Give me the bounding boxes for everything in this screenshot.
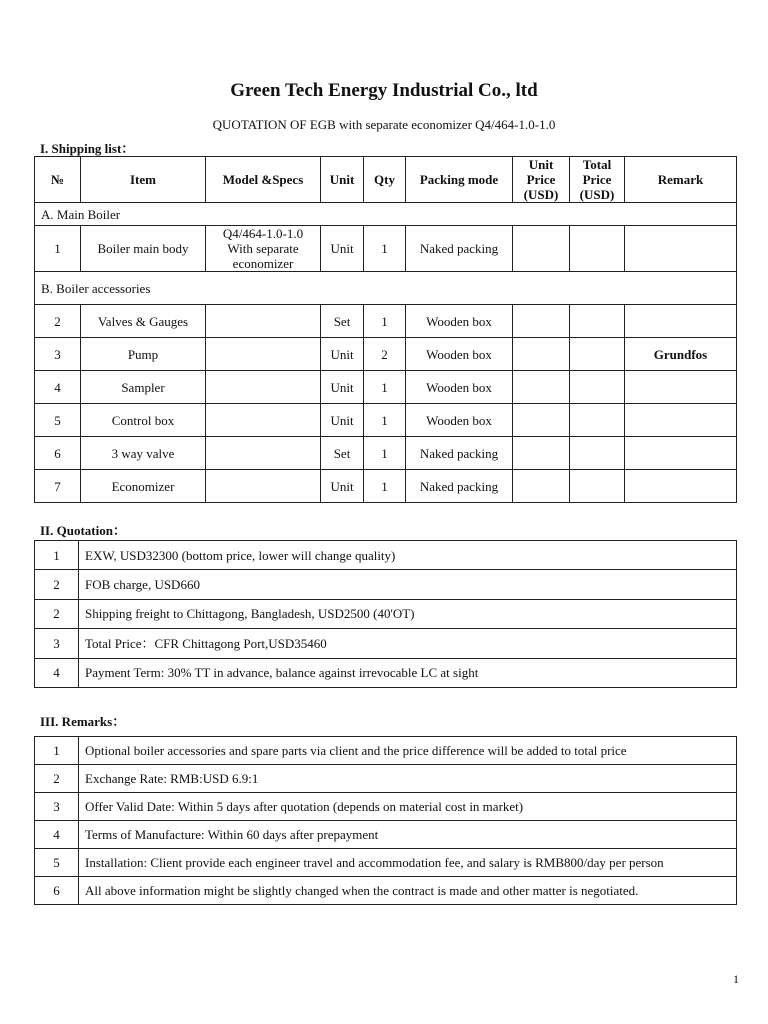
cell-unit-price bbox=[513, 371, 570, 404]
remark-row bbox=[35, 737, 737, 765]
row-text: Total Price：CFR Chittagong Port,USD35460 bbox=[79, 629, 737, 658]
cell-unit-price bbox=[513, 404, 570, 437]
row-text: All above information might be slightly changed when the contract is made and other matter is negotiated. bbox=[79, 877, 737, 905]
col-header-total-price-line: (USD) bbox=[579, 187, 615, 202]
col-header-unit-price-line: (USD) bbox=[523, 187, 559, 202]
row-number: 3 bbox=[35, 793, 79, 821]
row-text: FOB charge, USD660 bbox=[79, 570, 737, 599]
cell-no: 2 bbox=[35, 305, 81, 338]
cell-no: 6 bbox=[35, 437, 81, 470]
cell-model-line: economizer bbox=[232, 256, 294, 271]
remark-row bbox=[35, 821, 737, 849]
group-label-main-boiler: A. Main Boiler bbox=[35, 203, 737, 226]
quotation-subtitle: QUOTATION OF EGB with separate economizer Q4/464-1.0-1.0 bbox=[212, 117, 556, 132]
cell-packing: Wooden box bbox=[406, 338, 513, 371]
row-text: Exchange Rate: RMB:USD 6.9:1 bbox=[79, 765, 737, 793]
cell-unit: Set bbox=[321, 437, 364, 470]
cell-remark: Grundfos bbox=[625, 338, 737, 371]
remarks-heading: III. Remarks： bbox=[40, 714, 126, 729]
row-text: Shipping freight to Chittagong, Bangladesh, USD2500 (40'OT) bbox=[79, 599, 737, 628]
table-row bbox=[35, 437, 737, 470]
cell-model bbox=[206, 371, 321, 404]
cell-unit-price bbox=[513, 305, 570, 338]
cell-unit: Unit bbox=[321, 404, 364, 437]
cell-model bbox=[206, 338, 321, 371]
remark-row bbox=[35, 793, 737, 821]
cell-unit: Unit bbox=[321, 338, 364, 371]
cell-remark bbox=[625, 404, 737, 437]
quotation-row bbox=[35, 570, 737, 599]
cell-no: 3 bbox=[35, 338, 81, 371]
col-header-total-price bbox=[570, 157, 625, 203]
table-row bbox=[35, 404, 737, 437]
cell-unit-price bbox=[513, 470, 570, 503]
col-header-total-price-line: Total bbox=[582, 157, 612, 172]
cell-qty: 1 bbox=[364, 470, 406, 503]
cell-unit: Unit bbox=[321, 226, 364, 272]
quotation-row bbox=[35, 629, 737, 658]
col-header-unit-price bbox=[513, 157, 570, 203]
cell-remark bbox=[625, 371, 737, 404]
table-row bbox=[35, 338, 737, 371]
cell-item: Pump bbox=[81, 338, 206, 371]
row-number: 2 bbox=[35, 765, 79, 793]
remark-row bbox=[35, 849, 737, 877]
col-header-item: Item bbox=[81, 157, 206, 203]
cell-total-price bbox=[570, 470, 625, 503]
cell-item: Control box bbox=[81, 404, 206, 437]
cell-no: 1 bbox=[35, 226, 81, 272]
cell-qty: 1 bbox=[364, 371, 406, 404]
row-number: 2 bbox=[35, 570, 79, 599]
cell-item: 3 way valve bbox=[81, 437, 206, 470]
row-text: Installation: Client provide each engineer travel and accommodation fee, and salary is RMB800/day per person bbox=[79, 849, 737, 877]
col-header-no: № bbox=[35, 157, 81, 203]
quotation-row bbox=[35, 658, 737, 687]
cell-unit-price bbox=[513, 437, 570, 470]
cell-qty: 1 bbox=[364, 305, 406, 338]
row-number: 5 bbox=[35, 849, 79, 877]
row-number: 1 bbox=[35, 737, 79, 765]
col-header-unit: Unit bbox=[321, 157, 364, 203]
cell-remark bbox=[625, 305, 737, 338]
cell-model-line: Q4/464-1.0-1.0 bbox=[222, 226, 304, 241]
row-number: 2 bbox=[35, 599, 79, 628]
cell-unit-price bbox=[513, 226, 570, 272]
cell-packing: Wooden box bbox=[406, 404, 513, 437]
cell-unit: Unit bbox=[321, 470, 364, 503]
quotation-row bbox=[35, 541, 737, 570]
cell-packing: Wooden box bbox=[406, 371, 513, 404]
cell-total-price bbox=[570, 226, 625, 272]
shipping-list-heading: I. Shipping list： bbox=[40, 141, 135, 156]
table-row bbox=[35, 305, 737, 338]
col-header-unit-price-line: Price bbox=[526, 172, 556, 187]
row-number: 3 bbox=[35, 629, 79, 658]
col-header-unit-price-line: Unit bbox=[528, 157, 554, 172]
cell-item: Sampler bbox=[81, 371, 206, 404]
col-header-total-price-line: Price bbox=[582, 172, 612, 187]
cell-remark bbox=[625, 437, 737, 470]
company-title: Green Tech Energy Industrial Co., ltd bbox=[230, 80, 538, 101]
quotation-table bbox=[34, 540, 737, 688]
cell-qty: 1 bbox=[364, 226, 406, 272]
cell-item: Economizer bbox=[81, 470, 206, 503]
cell-model bbox=[206, 226, 321, 272]
cell-model-line: With separate bbox=[227, 241, 299, 256]
row-text: Offer Valid Date: Within 5 days after quotation (depends on material cost in market) bbox=[79, 793, 737, 821]
cell-qty: 2 bbox=[364, 338, 406, 371]
table-row bbox=[35, 226, 737, 272]
cell-no: 5 bbox=[35, 404, 81, 437]
cell-no: 7 bbox=[35, 470, 81, 503]
page-number: 1 bbox=[733, 972, 739, 986]
cell-packing: Wooden box bbox=[406, 305, 513, 338]
cell-qty: 1 bbox=[364, 404, 406, 437]
cell-total-price bbox=[570, 404, 625, 437]
cell-total-price bbox=[570, 371, 625, 404]
group-label-accessories: B. Boiler accessories bbox=[35, 272, 737, 305]
table-row bbox=[35, 371, 737, 404]
cell-item: Valves & Gauges bbox=[81, 305, 206, 338]
quotation-row bbox=[35, 599, 737, 628]
cell-model bbox=[206, 404, 321, 437]
table-row bbox=[35, 470, 737, 503]
row-number: 6 bbox=[35, 877, 79, 905]
cell-model bbox=[206, 305, 321, 338]
cell-unit: Unit bbox=[321, 371, 364, 404]
row-text: Optional boiler accessories and spare parts via client and the price difference will be added to total price bbox=[79, 737, 737, 765]
row-number: 1 bbox=[35, 541, 79, 570]
cell-remark bbox=[625, 226, 737, 272]
row-number: 4 bbox=[35, 821, 79, 849]
cell-unit: Set bbox=[321, 305, 364, 338]
remark-row bbox=[35, 877, 737, 905]
cell-total-price bbox=[570, 338, 625, 371]
cell-model bbox=[206, 470, 321, 503]
remark-row bbox=[35, 765, 737, 793]
col-header-model: Model &Specs bbox=[206, 157, 321, 203]
quotation-heading: II. Quotation： bbox=[40, 523, 126, 538]
cell-unit-price bbox=[513, 338, 570, 371]
cell-packing: Naked packing bbox=[406, 470, 513, 503]
group-row-accessories bbox=[35, 272, 737, 305]
cell-no: 4 bbox=[35, 371, 81, 404]
row-text: Payment Term: 30% TT in advance, balance against irrevocable LC at sight bbox=[79, 658, 737, 687]
cell-packing: Naked packing bbox=[406, 437, 513, 470]
row-text: Terms of Manufacture: Within 60 days after prepayment bbox=[79, 821, 737, 849]
row-number: 4 bbox=[35, 658, 79, 687]
col-header-packing: Packing mode bbox=[406, 157, 513, 203]
cell-qty: 1 bbox=[364, 437, 406, 470]
cell-packing: Naked packing bbox=[406, 226, 513, 272]
shipping-list-table bbox=[34, 156, 737, 503]
remarks-table bbox=[34, 736, 737, 905]
cell-remark bbox=[625, 470, 737, 503]
group-row-main-boiler bbox=[35, 203, 737, 226]
col-header-qty: Qty bbox=[364, 157, 406, 203]
cell-model bbox=[206, 437, 321, 470]
row-text: EXW, USD32300 (bottom price, lower will change quality) bbox=[79, 541, 737, 570]
table-header-row bbox=[35, 157, 737, 203]
cell-item: Boiler main body bbox=[81, 226, 206, 272]
col-header-remark: Remark bbox=[625, 157, 737, 203]
cell-total-price bbox=[570, 305, 625, 338]
cell-total-price bbox=[570, 437, 625, 470]
